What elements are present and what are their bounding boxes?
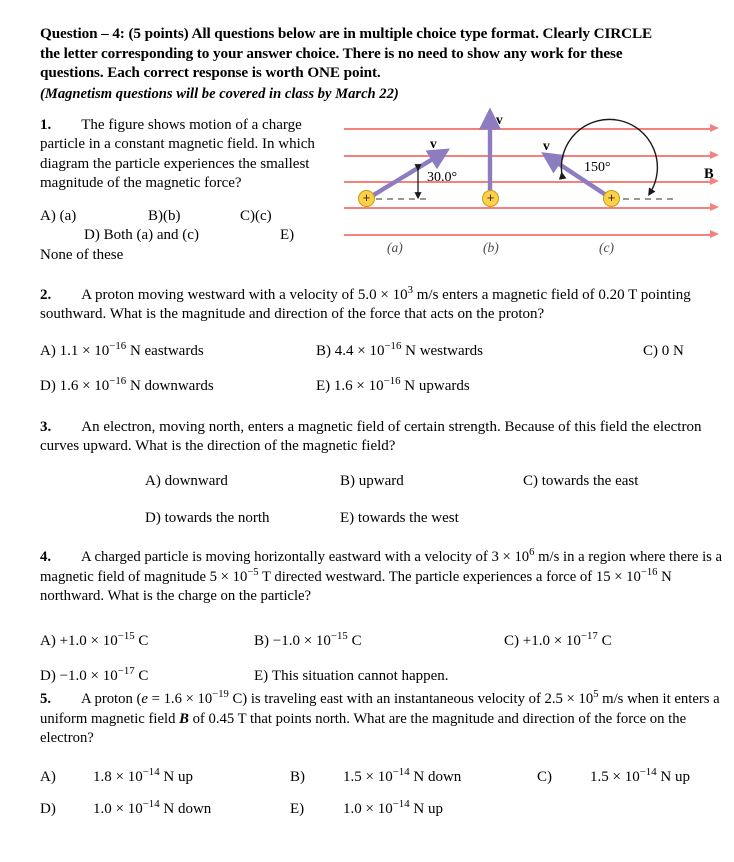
option-5-E-letter[interactable] — [290, 800, 304, 819]
question-4-options — [40, 632, 724, 686]
question-4-number: 4. — [40, 549, 52, 565]
option-text: (a) — [59, 208, 77, 224]
header-line-1: Question – 4: (5 points) All questions below are in multiple choice type format. Clearly CIRCLE — [40, 25, 653, 42]
option-letter: E) — [254, 668, 269, 684]
option-4-C[interactable] — [504, 632, 612, 651]
velocity-label-a: v — [430, 136, 437, 151]
option-row — [40, 246, 350, 265]
angle-arc-c — [561, 119, 657, 193]
option-mantissa: 1.0 × 10 — [343, 801, 393, 817]
field-label-B: B — [704, 166, 714, 182]
question-5-body-part3: C) is traveling east with an instantaneous velocity of 2.5 × 10 — [228, 691, 594, 707]
question-5-body-part2: = 1.6 × 10 — [147, 691, 213, 707]
option-letter: B) — [316, 343, 331, 359]
option-exponent: −16 — [109, 340, 127, 352]
option-exponent: −14 — [142, 766, 160, 778]
option-2-E[interactable] — [316, 377, 470, 396]
angle-label-c: 150° — [584, 160, 611, 175]
option-tail: N up — [656, 769, 690, 785]
question-3-body-line1: An electron, moving north, enters a magnetic field of certain strength. Because of this field the — [81, 419, 650, 435]
option-exponent: −15 — [330, 630, 348, 642]
option-3-D[interactable] — [145, 509, 270, 528]
option-letter: D) — [40, 378, 56, 394]
question-2-exponent: 3 — [407, 284, 413, 296]
question-1-options — [40, 207, 350, 265]
option-exponent: −17 — [580, 630, 598, 642]
option-3-E[interactable] — [340, 509, 459, 528]
option-text: (b) — [163, 208, 181, 224]
option-letter: E) — [340, 510, 355, 526]
charge-marker-b: + — [482, 190, 499, 207]
question-5-body-line3: direction of the force on the electron? — [40, 710, 687, 747]
option-times: × 10 — [78, 343, 110, 359]
option-1-E-text[interactable] — [40, 246, 123, 265]
option-text: upward — [358, 473, 404, 489]
option-letter: A) — [40, 633, 56, 649]
option-tail: C — [597, 633, 612, 649]
option-letter: C) — [504, 633, 519, 649]
option-mantissa: 1.0 × 10 — [93, 801, 143, 817]
option-mantissa: 1.5 × 10 — [343, 769, 393, 785]
figure-vectors — [344, 108, 730, 258]
option-tail: N eastwards — [126, 343, 204, 359]
option-letter: C) — [240, 208, 255, 224]
option-times: × 10 — [353, 343, 385, 359]
option-letter: D) — [84, 227, 100, 244]
option-5-C[interactable] — [590, 768, 690, 787]
option-mantissa: 1.6 — [59, 378, 79, 394]
header-line-2: the letter corresponding to your answer choice. There is no need to show any work for these — [40, 44, 623, 62]
option-text: towards the east — [541, 473, 639, 489]
option-5-B-letter[interactable] — [290, 768, 305, 787]
question-4-text — [40, 548, 724, 607]
panel-label-c: (c) — [599, 240, 614, 255]
question-2-body-part1: A proton moving westward with a velocity of 5.0 × 10 — [81, 287, 408, 303]
option-5-D-letter[interactable] — [40, 800, 56, 819]
question-4-body-part6: N northward. What is the charge on the particle? — [40, 568, 672, 605]
option-1-C[interactable] — [240, 207, 272, 226]
option-5-B[interactable] — [343, 768, 461, 787]
header-note: (Magnetism questions will be covered in class by March 22) — [40, 85, 399, 102]
question-3-body-line2: electron curves upward. What is the direction of the magnetic field? — [40, 419, 702, 455]
option-exponent: −14 — [392, 766, 410, 778]
option-tail: 0 N — [661, 343, 684, 359]
question-5-body-part6: of 0.45 T that points north. What are the magnitude and — [188, 710, 519, 727]
charge-marker-c: + — [603, 190, 620, 207]
question-5-number: 5. — [40, 691, 52, 707]
option-tail: N downwards — [126, 378, 214, 394]
option-3-C[interactable] — [523, 472, 638, 491]
question-2-text — [40, 286, 720, 325]
panel-label-a: (a) — [387, 240, 403, 255]
question-5-body-part5: when it enters a uniform magnetic field — [40, 691, 720, 727]
question-4-body-part4: T directed westward. The particle experiences a force of — [258, 568, 593, 585]
question-5-symbol-e: e — [141, 691, 148, 707]
option-letter: E) — [280, 227, 295, 244]
magnetic-field-figure — [344, 108, 730, 258]
option-mantissa: 1.5 × 10 — [590, 769, 640, 785]
option-tail: N up — [409, 801, 443, 817]
option-tail: N up — [159, 769, 193, 785]
option-letter: E) — [290, 801, 305, 817]
option-letter: B) — [340, 473, 355, 489]
option-row — [40, 472, 720, 509]
option-exponent: −14 — [392, 798, 410, 810]
option-text: (c) — [255, 208, 272, 224]
option-text: towards the west — [357, 510, 459, 526]
question-5-body-part4: m/s — [598, 691, 624, 707]
option-letter: A) — [145, 473, 161, 489]
option-letter: B) — [148, 208, 163, 224]
option-1-D[interactable] — [84, 226, 199, 245]
option-2-A[interactable] — [40, 342, 204, 361]
header-line-3: questions. Each correct response is worth ONE point. — [40, 64, 381, 81]
option-letter: C) — [643, 343, 658, 359]
question-4-body-part5: 15 × 10 — [595, 568, 641, 585]
question-4-exponent-1: 6 — [529, 547, 535, 559]
option-row — [40, 800, 724, 819]
option-letter: A) — [40, 208, 56, 224]
question-5-exponent-1: −19 — [212, 689, 229, 701]
question-3-number: 3. — [40, 419, 52, 435]
option-mantissa: 1.1 — [59, 343, 79, 359]
option-exponent: −14 — [639, 766, 657, 778]
option-row — [40, 509, 720, 528]
option-letter: A) — [40, 769, 56, 785]
option-2-D[interactable] — [40, 377, 214, 396]
option-text: Both (a) and (c) — [103, 227, 199, 244]
option-letter: B) — [254, 633, 269, 649]
option-5-C-letter[interactable] — [537, 768, 552, 787]
option-mantissa: +1.0 × 10 — [522, 633, 581, 649]
option-exponent: −15 — [117, 630, 135, 642]
option-exponent: −14 — [142, 798, 160, 810]
option-exponent: −17 — [117, 665, 135, 677]
option-exponent: −16 — [109, 375, 127, 387]
option-mantissa: −1.0 × 10 — [59, 668, 118, 684]
angle-label-a: 30.0° — [427, 170, 458, 185]
option-row — [40, 226, 350, 245]
option-text: downward — [164, 473, 228, 489]
option-5-A-letter[interactable] — [40, 768, 56, 787]
option-tail: N westwards — [401, 343, 484, 359]
option-4-A[interactable] — [40, 632, 148, 651]
option-4-B[interactable] — [254, 632, 362, 651]
option-exponent: −16 — [383, 375, 401, 387]
question-3-text — [40, 418, 720, 457]
option-times: × 10 — [78, 378, 110, 394]
option-5-E[interactable] — [343, 800, 443, 819]
option-exponent: −16 — [384, 340, 402, 352]
option-letter: C) — [537, 769, 552, 785]
question-4-exponent-3: −16 — [640, 566, 658, 578]
option-letter: D) — [40, 668, 56, 684]
option-1-B[interactable] — [148, 207, 181, 226]
option-tail: N down — [409, 769, 462, 785]
question-2-body-line2: pointing southward. What is the magnitude and direction of the force that acts on the proton? — [40, 287, 691, 323]
question-4-exponent-2: −5 — [247, 566, 259, 578]
option-times: × 10 — [352, 378, 384, 394]
option-letter: B) — [290, 769, 305, 785]
velocity-label-b: v — [496, 112, 503, 127]
option-1-A[interactable] — [40, 207, 76, 226]
option-3-A[interactable] — [145, 472, 228, 491]
question-2-number: 2. — [40, 287, 52, 303]
option-tail: C — [134, 668, 149, 684]
exam-header — [40, 24, 720, 104]
option-tail: N down — [159, 801, 212, 817]
option-4-E[interactable] — [254, 667, 449, 686]
option-text: None of these — [40, 246, 124, 263]
question-5-body-part1: A proton ( — [81, 691, 142, 707]
question-1-number: 1. — [40, 117, 52, 133]
question-1-body: The figure shows motion of a charge particle in a constant magnetic field. In which diagram the particle experiences the smallest magnitude of the magnetic force? — [40, 117, 315, 192]
option-4-D[interactable] — [40, 667, 148, 686]
option-tail: N upwards — [400, 378, 470, 394]
option-tail: This situation cannot happen. — [271, 668, 449, 684]
option-tail: C — [134, 633, 149, 649]
option-1-E-letter[interactable] — [280, 226, 294, 245]
option-text: towards the north — [164, 510, 270, 526]
option-row — [40, 667, 724, 686]
option-letter: C) — [523, 473, 538, 489]
question-2-options — [40, 342, 720, 396]
option-mantissa: 1.6 — [333, 378, 353, 394]
option-row — [40, 377, 720, 396]
option-5-A[interactable] — [93, 768, 193, 787]
option-letter: D) — [40, 801, 56, 817]
option-mantissa: 4.4 — [334, 343, 354, 359]
option-5-D[interactable] — [93, 800, 211, 819]
question-5-options — [40, 768, 724, 819]
question-5-exponent-2: 5 — [593, 689, 599, 701]
question-4-body-part1: A charged particle is moving horizontally eastward with a velocity of 3 × 10 — [81, 549, 530, 565]
option-row — [40, 768, 724, 800]
charge-marker-a: + — [358, 190, 375, 207]
panel-label-b: (b) — [483, 240, 499, 255]
question-5-symbol-B: B — [179, 710, 189, 727]
question-2-body-part2: m/s enters a magnetic field of 0.20 T — [413, 287, 637, 303]
velocity-label-c: v — [543, 138, 550, 153]
option-mantissa: 1.8 × 10 — [93, 769, 143, 785]
option-tail: C — [347, 633, 362, 649]
option-letter: D) — [145, 510, 161, 526]
question-4-body-part3: there is a magnetic field of magnitude 5 × 10 — [40, 549, 723, 585]
option-mantissa: −1.0 × 10 — [272, 633, 331, 649]
option-2-B[interactable] — [316, 342, 483, 361]
question-5-text — [40, 690, 724, 749]
option-letter: E) — [316, 378, 331, 394]
option-row — [40, 207, 350, 226]
option-mantissa: +1.0 × 10 — [59, 633, 118, 649]
option-row — [40, 342, 720, 377]
option-2-C[interactable] — [643, 342, 684, 361]
option-letter: A) — [40, 343, 56, 359]
question-4-body-part2: m/s in a region where — [534, 549, 666, 565]
question-3-options — [40, 472, 720, 528]
option-3-B[interactable] — [340, 472, 404, 491]
question-1-text — [40, 116, 345, 194]
option-row — [40, 632, 724, 667]
